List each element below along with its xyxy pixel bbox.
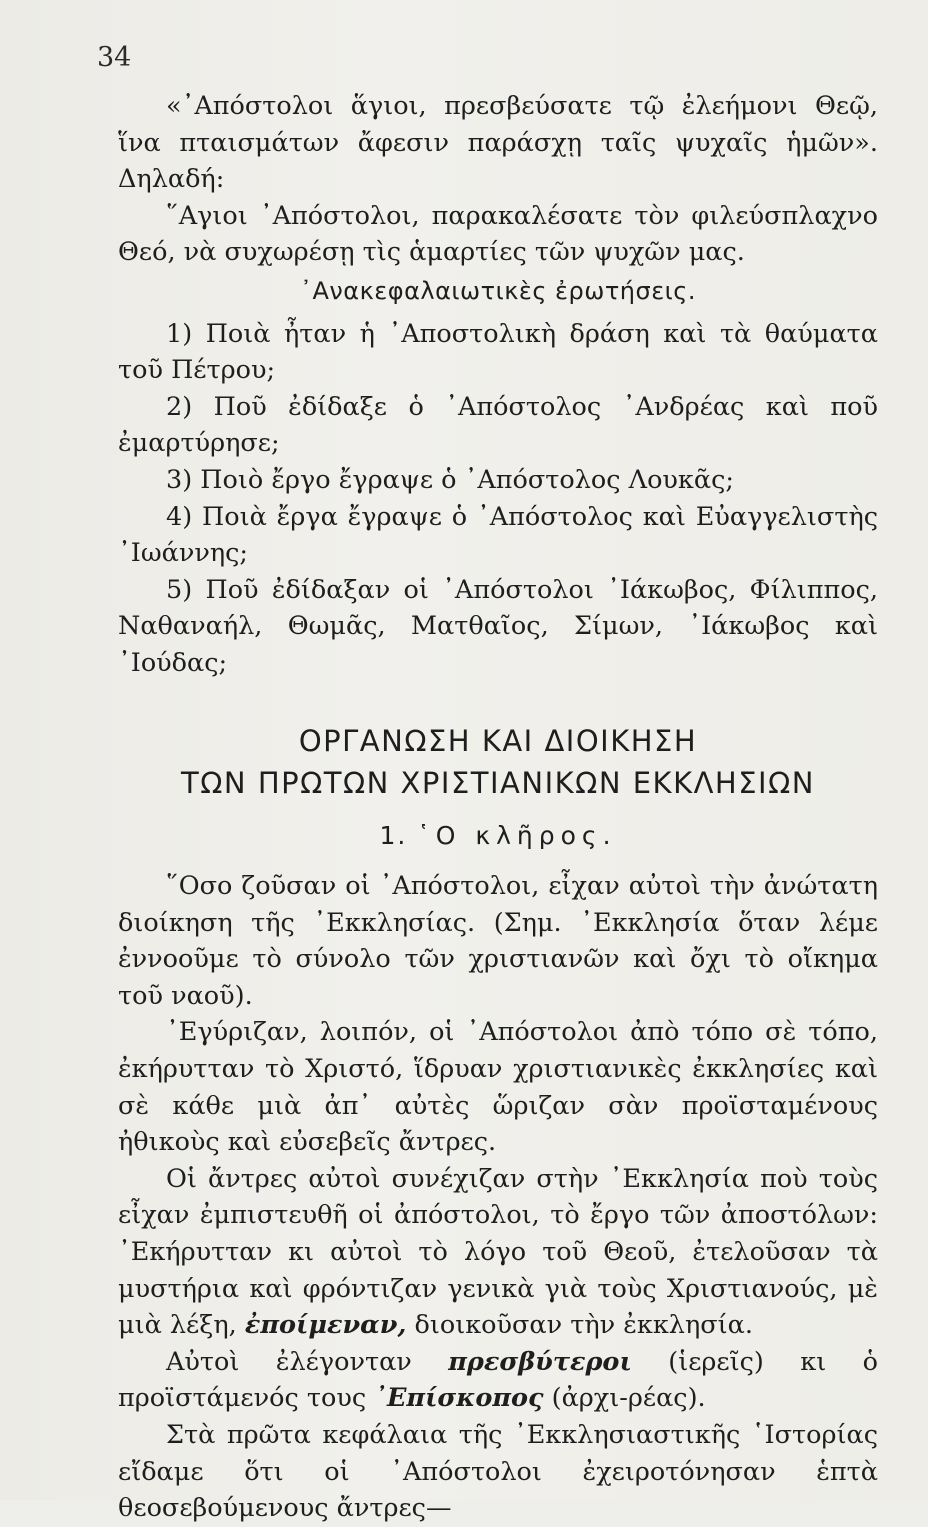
body-paragraph-4-end: (ἀρχι-ρέας). <box>551 1383 706 1414</box>
body-paragraph-3-text: Οἱ ἄντρες αὐτοὶ συνέχιζαν στὴν ᾿Εκκλησία ποὺ τοὺς εἶχαν ἐμπιστευθῆ οἱ ἀπόστολοι, τὸ ἔργο τῶν ἀποστόλων: ᾿Εκήρυτταν κι αὐτοὶ τὸ λόγο τοῦ Θεοῦ, ἐτελοῦσαν τὰ μυστήρια καὶ φρόντιζαν γενικὰ γιὰ τοὺς Χριστιανούς, μὲ μιὰ λέξη, <box>118 1163 878 1341</box>
prayer-translation: ῞Αγιοι ᾿Απόστολοι, παρακαλέσατε τὸν φιλεύσπλαχνο Θεό, νὰ συχωρέσῃ τὶς ἁμαρτίες τῶν ψυχῶν μας. <box>118 200 878 268</box>
review-questions-heading: ᾿Ανακεφαλαιωτικὲς ἐρωτήσεις. <box>299 276 697 305</box>
chapter-title-line-2: ΤΩΝ ΠΡΩΤΩΝ ΧΡΙΣΤΙΑΝΙΚΩΝ ΕΚΚΛΗΣΙΩΝ <box>181 765 815 800</box>
review-question-4: 4) Ποιὰ ἔργα ἔγραψε ὁ ᾿Απόστολος καὶ Εὐαγγελιστὴς ᾿Ιωάννης; <box>118 501 878 569</box>
prayer-quote: «᾿Απόστολοι ἅγιοι, πρεσβεύσατε τῷ ἐλεήμονι Θεῷ, ἵνα πταισμάτων ἄφεσιν παράσχῃ ταῖς ψυχαῖς ἡμῶν». Δηλαδή: <box>118 91 878 195</box>
review-question-5: 5) Ποῦ ἐδίδαξαν οἱ ᾿Απόστολοι ᾿Ιάκωβος, Φίλιππος, Ναθαναήλ, Θωμᾶς, Ματθαῖος, Σίμων, ᾿Ιάκωβος καὶ ᾿Ιούδας; <box>118 574 878 678</box>
review-question-3: 3) Ποιὸ ἔργο ἔγραψε ὁ ᾿Απόστολος Λουκᾶς; <box>166 464 734 495</box>
body-paragraph-2: ᾿Εγύριζαν, λοιπόν, οἱ ᾿Απόστολοι ἀπὸ τόπο σὲ τόπο, ἐκήρυτταν τὸ Χριστό, ἵδρυαν χριστιανικὲς ἐκκλησίες καὶ σὲ κάθε μιὰ ἀπ᾿ αὐτὲς ὥριζαν σὰν προϊσταμένους ἠθικοὺς καὶ εὐσεβεῖς ἄντρες. <box>118 1017 878 1158</box>
body-paragraph-5: Στὰ πρῶτα κεφάλαια τῆς ᾿Εκκλησιαστικῆς ῾Ιστορίας εἴδαμε ὅτι οἱ ᾿Απόστολοι ἐχειροτόνησαν ἑπτὰ θεοσεβούμενους ἄντρες— <box>118 1420 878 1524</box>
emphasis-episkopos: ᾿Επίσκοπος <box>374 1383 544 1414</box>
section-number: 1. <box>379 820 408 850</box>
body-paragraph-3-end: διοικοῦσαν τὴν ἐκκλησία. <box>414 1310 753 1341</box>
body-paragraph-3 <box>118 1161 878 1344</box>
body-paragraph-4-middle: (ἱερεῖς) κι ὁ προϊστάμενός τους <box>118 1346 879 1414</box>
chapter-title-line-1: ΟΡΓΑΝΩΣΗ ΚΑΙ ΔΙΟΙΚΗΣΗ <box>298 723 698 758</box>
emphasis-epoimenan: ἐποίμεναν, <box>244 1310 407 1341</box>
page-content <box>118 88 878 1527</box>
body-paragraph-1: ῞Οσο ζοῦσαν οἱ ᾿Απόστολοι, εἶχαν αὐτοὶ τὴν ἀνώτατη διοίκηση τῆς ᾿Εκκλησίας. (Σημ. ᾿Εκκλησία ὅταν λέμε ἐννοοῦμε τὸ σύνολο τῶν χριστιανῶν καὶ ὄχι τὸ οἴκημα τοῦ ναοῦ). <box>118 871 878 1011</box>
body-paragraph-4 <box>118 1344 878 1417</box>
review-question-2: 2) Ποῦ ἐδίδαξε ὁ ᾿Απόστολος ᾿Ανδρέας καὶ ποῦ ἐμαρτύρησε; <box>118 391 878 459</box>
section-heading <box>118 818 878 855</box>
body-paragraph-4-text: Αὐτοὶ ἐλέγονταν <box>166 1346 412 1377</box>
emphasis-presbyteroi: πρεσβύτεροι <box>448 1346 632 1377</box>
chapter-title <box>118 720 878 804</box>
review-question-1: 1) Ποιὰ ἦταν ἡ ᾿Αποστολικὴ δράση καὶ τὰ θαύματα τοῦ Πέτρου; <box>118 318 878 386</box>
page-number: 34 <box>97 42 132 73</box>
section-title: ῾Ο κλῆρος. <box>417 820 617 850</box>
